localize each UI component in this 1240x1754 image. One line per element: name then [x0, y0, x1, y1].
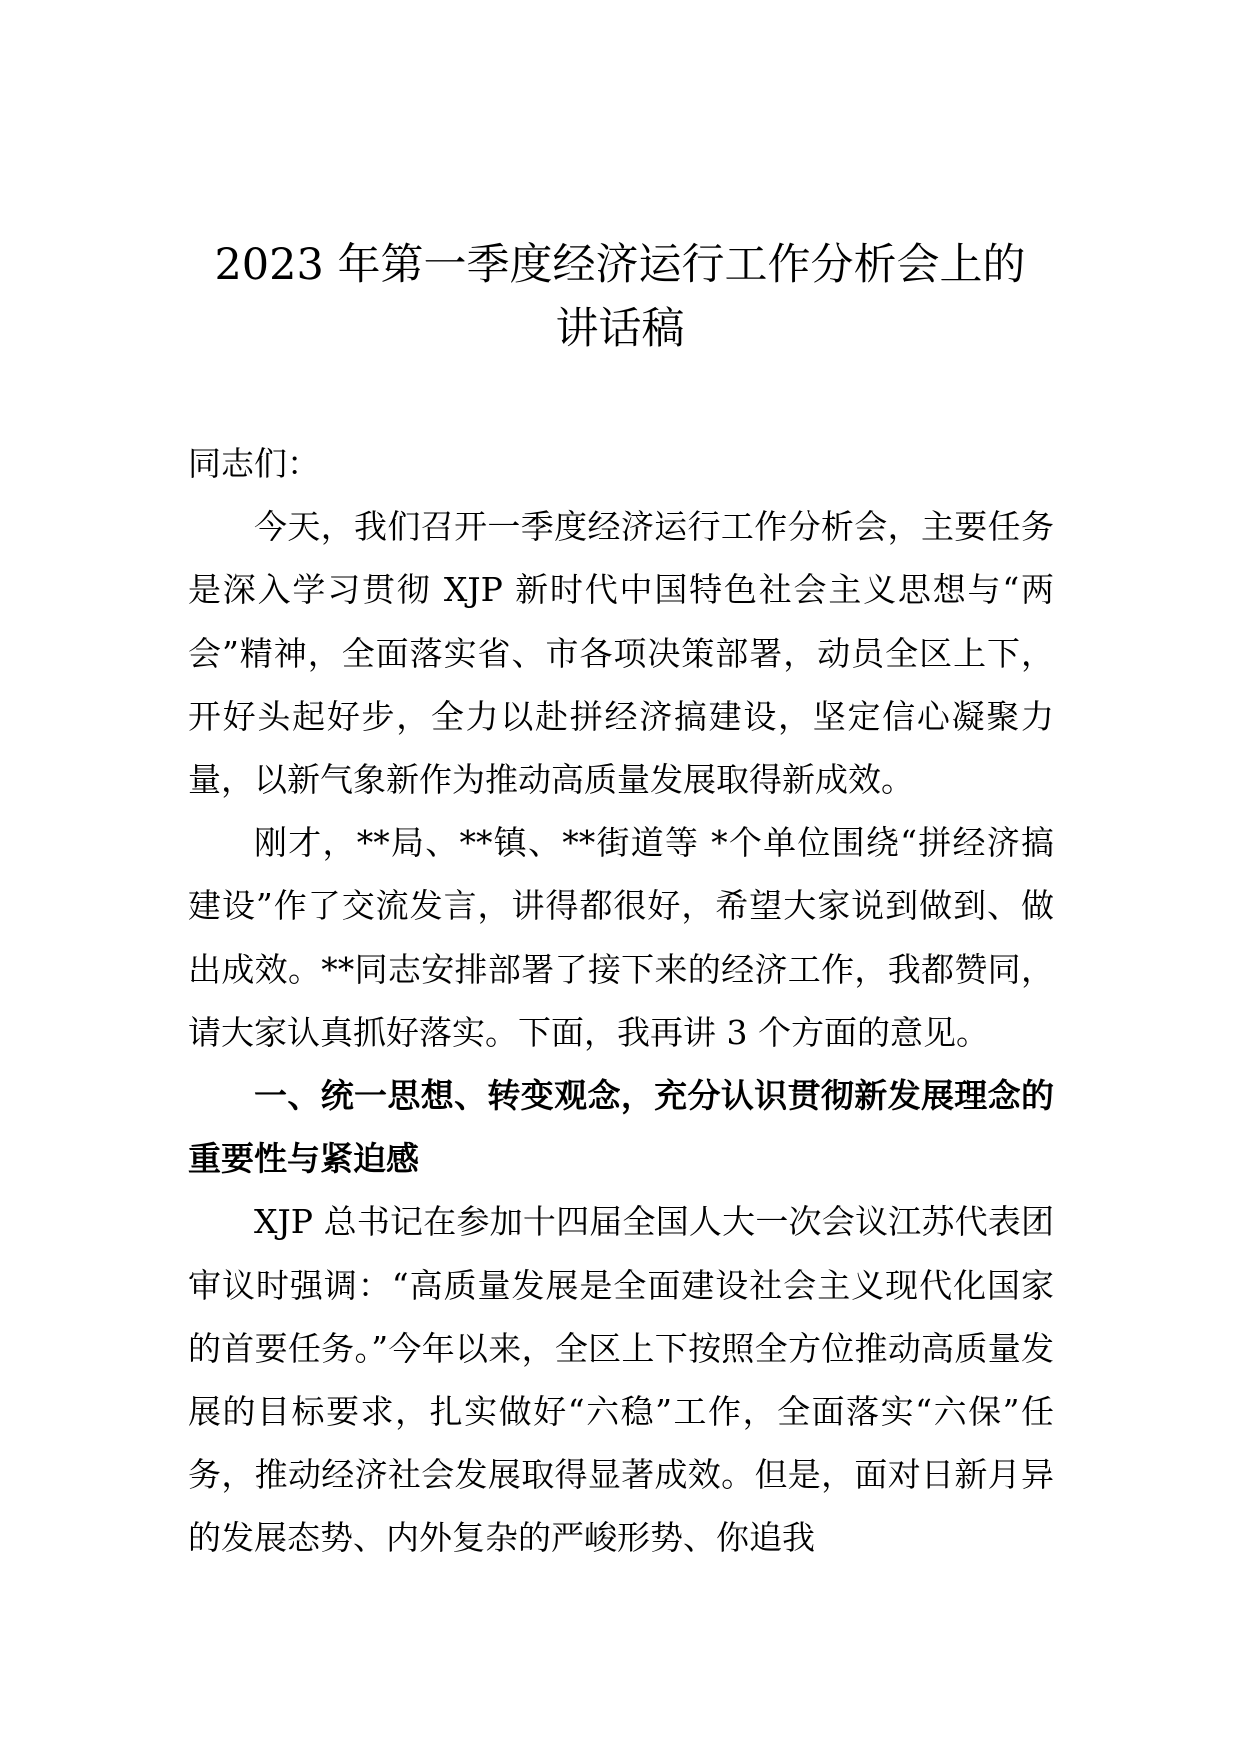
document-body: [188, 432, 1054, 1570]
salutation: 同志们：: [188, 444, 320, 483]
section-heading: 一、统一思想、转变观念，充分认识贯彻新发展理念的重要性与紧迫感: [188, 1076, 1054, 1179]
document-title-line-1: 2023 年第一季度经济运行工作分析会上的: [214, 240, 1026, 290]
section-paragraph: XJP 总书记在参加十四届全国人大一次会议江苏代表团审议时强调：“高质量发展是全面建设社会主义现代化国家的首要任务。”今年以来，全区上下按照全方位推动高质量发展的目标要求，扎实做好“六稳”工作，全面落实“六保”任务，推动经济社会发展取得显著成效。但是，面对日新月异的发展态势、内外复杂的严峻形势、你追我: [188, 1202, 1054, 1558]
document-title-line-2: 讲话稿: [555, 304, 685, 354]
paragraph-opening: 今天，我们召开一季度经济运行工作分析会，主要任务是深入学习贯彻 XJP 新时代中国特色社会主义思想与“两会”精神，全面落实省、市各项决策部署，动员全区上下，开好头起好步，全力以赴拼经济搞建设，坚定信心凝聚力量，以新气象新作为推动高质量发展取得新成效。: [188, 507, 1054, 800]
paragraph-remarks: 刚才，**局、**镇、**街道等 *个单位围绕“拼经济搞建设”作了交流发言，讲得都很好，希望大家说到做到、做出成效。**同志安排部署了接下来的经济工作，我都赞同，请大家认真抓好落实。下面，我再讲 3 个方面的意见。: [188, 823, 1054, 1052]
